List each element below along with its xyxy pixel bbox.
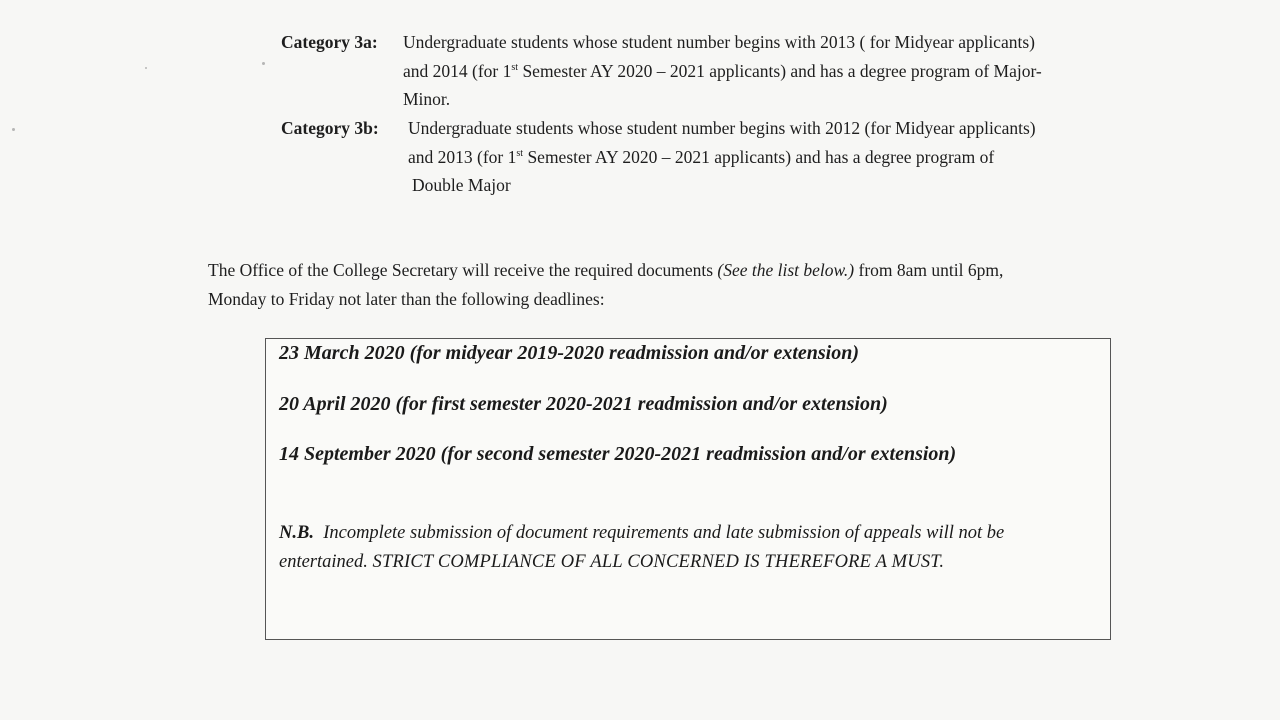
category-3a-label: Category 3a: — [281, 32, 378, 52]
deadline-midyear: 23 March 2020 (for midyear 2019-2020 readmission and/or extension) — [279, 342, 860, 364]
submission-paragraph — [208, 256, 1003, 314]
category-3a-line-3: Minor. — [403, 89, 451, 109]
category-3a-description — [403, 28, 1042, 114]
category-3a-line-1: Undergraduate students whose student number begins with 2013 ( for Midyear applicants) — [403, 32, 1035, 52]
category-3b-line-3: Double Major — [412, 175, 511, 195]
submission-line-1 — [208, 256, 1003, 285]
line-text: Semester AY 2020 – 2021 applicants) and has a degree program of Major- — [518, 60, 1042, 81]
scan-speck — [262, 62, 265, 65]
category-3b-description — [408, 114, 1036, 200]
compliance-statement: STRICT COMPLIANCE OF ALL CONCERNED IS THEREFORE A MUST. — [372, 552, 945, 572]
nb-note — [279, 519, 1004, 577]
deadlines-box — [265, 338, 1111, 640]
category-3b-line-1: Undergraduate students whose student number begins with 2012 (for Midyear applicants) — [408, 118, 1036, 138]
ordinal-suffix: st — [511, 61, 519, 73]
line-text: and 2014 (for 1 — [403, 60, 512, 81]
line-text: and 2013 (for 1 — [408, 146, 517, 167]
deadline-second-semester: 14 September 2020 (for second semester 2020-2021 readmission and/or extension) — [279, 443, 957, 465]
scan-speck — [12, 128, 15, 131]
line-text: The Office of the College Secretary will receive the required documents — [208, 260, 718, 280]
nb-line-2 — [279, 548, 1004, 577]
line-text: Incomplete submission of document requirements and late submission of appeals will not be — [323, 523, 1005, 543]
nb-line-1 — [279, 519, 1004, 548]
scan-speck — [145, 67, 147, 69]
see-list-note: (See the list below.) — [717, 260, 855, 280]
line-text: from 8am until 6pm, — [854, 260, 1004, 280]
category-3b-label: Category 3b: — [281, 118, 379, 138]
ordinal-suffix: st — [516, 147, 524, 159]
deadline-first-semester: 20 April 2020 (for first semester 2020-2021 readmission and/or extension) — [279, 393, 888, 415]
line-text: entertained. — [279, 552, 368, 572]
line-text: Semester AY 2020 – 2021 applicants) and has a degree program of — [523, 146, 995, 167]
category-3b-line-2 — [408, 143, 1036, 172]
nb-label: N.B. — [279, 523, 314, 543]
submission-line-2: Monday to Friday not later than the following deadlines: — [208, 289, 605, 309]
category-3a-line-2 — [403, 57, 1042, 86]
